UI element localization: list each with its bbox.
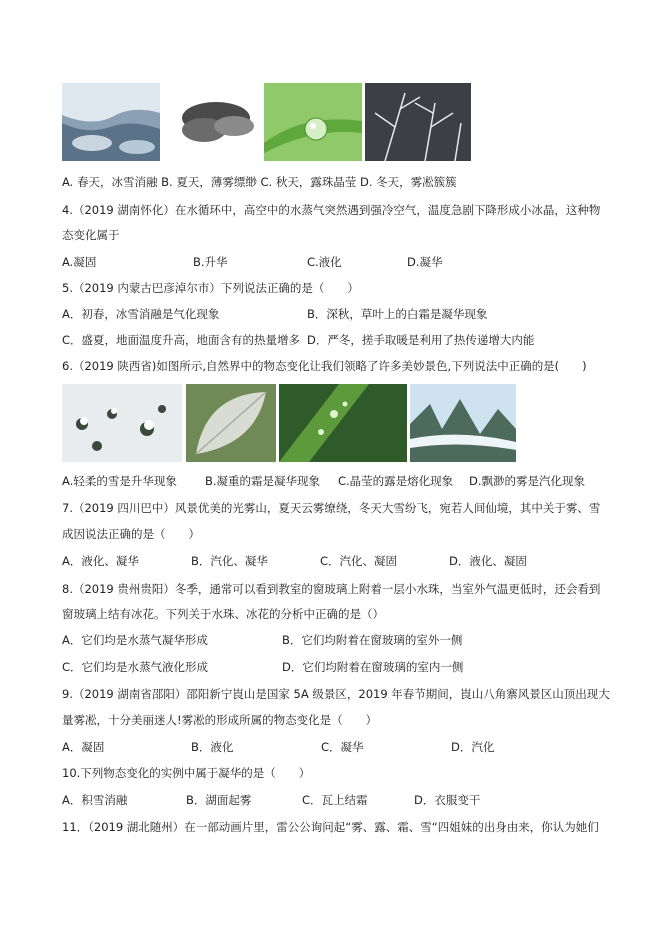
q8-stem-line1: 8.（2019 贵州贵阳）冬季，通常可以看到教室的窗玻璃上附着一层小水珠，当室外气温更低时，还会看到: [62, 582, 601, 596]
q10-stem: 10.下列物态变化的实例中属于凝华的是（ ）: [62, 766, 311, 780]
q4-stem-line2: 态变化属于: [62, 228, 120, 242]
q6-option-b[interactable]: B.凝重的霜是凝华现象: [205, 474, 321, 488]
q10-option-a[interactable]: A．积雪消融: [62, 793, 128, 807]
q8-option-b[interactable]: B．它们均附着在窗玻璃的室外一侧: [282, 633, 463, 647]
q3-options: A. 春天，冰雪消融 B. 夏天，薄雾缥缈 C. 秋天，露珠晶莹 D. 冬天，雾凇簇簇: [62, 175, 457, 189]
q7-stem-line2: 成因说法正确的是（ ）: [62, 527, 200, 541]
q4-option-b[interactable]: B.升华: [193, 255, 228, 269]
q9-option-a[interactable]: A．凝固: [62, 740, 105, 754]
q5-option-d[interactable]: D．严冬，搓手取暖是利用了热传递增大内能: [307, 333, 535, 347]
q4-option-d[interactable]: D.凝华: [407, 255, 443, 269]
q8-option-c[interactable]: C．它们均是水蒸气液化形成: [62, 660, 209, 674]
photo-fog-mountains: [410, 384, 516, 462]
q5-option-b[interactable]: B．深秋，草叶上的白霜是凝华现象: [307, 307, 488, 321]
q5-option-c[interactable]: C．盛夏，地面温度升高，地面含有的热量增多: [62, 333, 301, 347]
q9-stem-line2: 量雾凇，十分美丽迷人!雾凇的形成所属的物态变化是（ ）: [62, 713, 378, 727]
q4-option-c[interactable]: C.液化: [307, 255, 342, 269]
q6-option-d[interactable]: D.飘渺的雾是汽化现象: [469, 474, 586, 488]
photo-dew-leaf: [279, 384, 407, 462]
q7-option-d[interactable]: D．液化、凝固: [449, 554, 527, 568]
q6-stem: 6.（2019 陕西省)如图所示,自然界中的物态变化让我们领略了许多美妙景色,下列说法中正确的是( ): [62, 359, 587, 373]
q7-option-c[interactable]: C．汽化、凝固: [320, 554, 398, 568]
photo-rime-branches: [365, 83, 471, 161]
q9-option-c[interactable]: C．凝华: [321, 740, 364, 754]
q9-option-b[interactable]: B．液化: [191, 740, 234, 754]
photo-ice-melting: [62, 83, 160, 161]
q5-option-a[interactable]: A．初春，冰雪消融是气化现象: [62, 307, 220, 321]
q9-stem-line1: 9.（2019 湖南省邵阳）邵阳新宁崀山是国家 5A 级景区，2019 年春节期间，崀山八角寨风景区山顶出现大: [62, 687, 610, 701]
q6-option-a[interactable]: A.轻柔的雪是升华现象: [62, 474, 177, 488]
q10-option-d[interactable]: D．衣服变干: [414, 793, 481, 807]
photo-frost-leaf: [186, 384, 276, 462]
photo-snow-shrubs: [62, 384, 182, 462]
q8-option-a[interactable]: A．它们均是水蒸气凝华形成: [62, 633, 208, 647]
q5-stem: 5.（2019 内蒙古巴彦淖尔市）下列说法正确的是（ ）: [62, 281, 359, 295]
q4-stem-line1: 4.（2019 湖南怀化）在水循环中，高空中的水蒸气突然遇到强冷空气，温度急剧下降形成小冰晶，这种物: [62, 203, 601, 217]
q4-option-a[interactable]: A.凝固: [62, 255, 97, 269]
q8-option-d[interactable]: D．它们均附着在窗玻璃的室内一侧: [282, 660, 464, 674]
q11-stem: 11．（2019 湖北随州）在一部动画片里，雷公公询问起“雾、露、霜、雪“四姐妹的出身由来，你认为她们: [62, 820, 599, 834]
q7-option-a[interactable]: A．液化、凝华: [62, 554, 139, 568]
q10-option-c[interactable]: C．瓦上结霜: [302, 793, 368, 807]
q6-option-c[interactable]: C.晶莹的露是熔化现象: [338, 474, 454, 488]
photo-mist: [176, 90, 262, 156]
q10-option-b[interactable]: B．湖面起雾: [186, 793, 252, 807]
photo-dewdrop-leaf: [264, 83, 362, 161]
q8-stem-line2: 窗玻璃上结有冰花。下列关于水珠、冰花的分析中正确的是（）: [62, 607, 384, 621]
q9-option-d[interactable]: D．汽化: [451, 740, 495, 754]
q7-stem-line1: 7.（2019 四川巴中）风景优美的光雾山，夏天云雾缭绕，冬天大雪纷飞，宛若人间仙境，其中关于雾、雪: [62, 501, 601, 515]
q7-option-b[interactable]: B．汽化、凝华: [191, 554, 268, 568]
